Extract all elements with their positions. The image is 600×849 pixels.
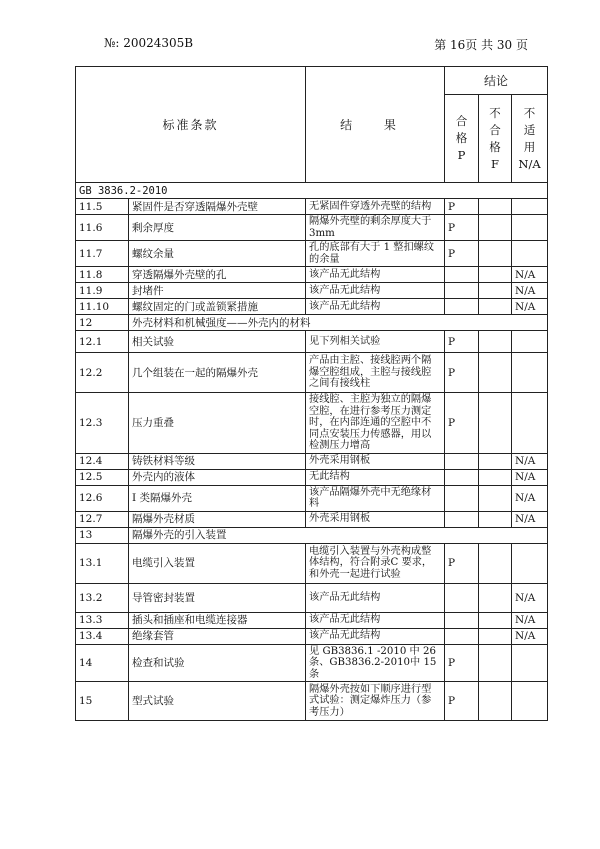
table-row — [76, 353, 548, 393]
clause-title: 绝缘套管 — [129, 628, 306, 644]
pass-mark — [445, 453, 479, 469]
result-text: 隔爆外壳按如下顺序进行型式试验：测定爆炸压力（参考压力） — [306, 682, 445, 721]
clause-number: 15 — [76, 682, 129, 721]
conclusion-header: 结论 — [445, 67, 548, 95]
na-mark — [512, 644, 548, 682]
result-text: 见下列相关试验 — [306, 331, 445, 353]
result-text: 接线腔、主腔为独立的隔爆空腔，在进行参考压力测定时，在内部连通的空腔中不同点安装压力传感器，用以检测压力增高 — [306, 393, 445, 454]
clause-number: 12.7 — [76, 511, 129, 527]
fail-mark — [479, 644, 512, 682]
na-mark: N/A — [512, 453, 548, 469]
clause-number: 12.5 — [76, 469, 129, 485]
clause-title: 几个组装在一起的隔爆外壳 — [129, 353, 306, 393]
pass-mark — [445, 299, 479, 315]
na-mark: N/A — [512, 469, 548, 485]
pass-mark: P — [445, 331, 479, 353]
clause-title: 外壳材料和机械强度——外壳内的材料 — [129, 315, 548, 331]
clause-title: 导管密封装置 — [129, 583, 306, 612]
pass-mark — [445, 628, 479, 644]
table-row — [76, 644, 548, 682]
fail-mark — [479, 583, 512, 612]
clause-title: 隔爆外壳材质 — [129, 511, 306, 527]
result-text: 该产品隔爆外壳中无绝缘材料 — [306, 485, 445, 511]
table-row — [76, 331, 548, 353]
clause-number: 11.5 — [76, 199, 129, 215]
fail-mark — [479, 199, 512, 215]
table-row — [76, 469, 548, 485]
fail-mark — [479, 453, 512, 469]
pass-mark — [445, 485, 479, 511]
result-text: 该产品无此结构 — [306, 283, 445, 299]
fail-column-header: 不 合 格 F — [479, 95, 512, 183]
pass-mark: P — [445, 353, 479, 393]
table-row — [76, 543, 548, 583]
clause-number: 11.8 — [76, 267, 129, 283]
table-row — [76, 628, 548, 644]
clause-number: 12 — [76, 315, 129, 331]
pass-mark — [445, 267, 479, 283]
clause-number: 14 — [76, 644, 129, 682]
clause-title: I 类隔爆外壳 — [129, 485, 306, 511]
report-number: №: 20024305B — [104, 36, 194, 50]
table-row — [76, 612, 548, 628]
table-row — [76, 283, 548, 299]
result-text: 该产品无此结构 — [306, 628, 445, 644]
clause-title: 螺纹固定的门或盖锁紧措施 — [129, 299, 306, 315]
fail-mark — [479, 511, 512, 527]
fail-mark — [479, 485, 512, 511]
pass-mark: P — [445, 215, 479, 241]
clause-title: 隔爆外壳的引入装置 — [129, 527, 548, 543]
table-row — [76, 183, 548, 199]
fail-mark — [479, 299, 512, 315]
fail-mark — [479, 241, 512, 267]
clause-title: 封堵件 — [129, 283, 306, 299]
na-mark — [512, 331, 548, 353]
na-mark — [512, 353, 548, 393]
result-column-header: 结 果 — [306, 67, 445, 183]
result-text: 该产品无此结构 — [306, 612, 445, 628]
table-row — [76, 215, 548, 241]
table-row — [76, 453, 548, 469]
result-text: 无此结构 — [306, 469, 445, 485]
pass-mark: P — [445, 241, 479, 267]
table-row — [76, 485, 548, 511]
fail-mark — [479, 215, 512, 241]
section-title: GB 3836.2-2010 — [76, 183, 548, 199]
result-text: 产品由主腔、接线腔两个隔爆空腔组成，主腔与接线腔之间有接线柱 — [306, 353, 445, 393]
table-row — [76, 299, 548, 315]
na-mark — [512, 543, 548, 583]
result-text: 隔爆外壳壁的剩余厚度大于3mm — [306, 215, 445, 241]
na-mark: N/A — [512, 299, 548, 315]
clause-title: 型式试验 — [129, 682, 306, 721]
clause-number: 12.4 — [76, 453, 129, 469]
result-text: 该产品无此结构 — [306, 299, 445, 315]
clause-title: 相关试验 — [129, 331, 306, 353]
clause-number: 11.6 — [76, 215, 129, 241]
clause-number: 13.3 — [76, 612, 129, 628]
pass-column-header: 合 格 P — [445, 95, 479, 183]
clause-number: 13.1 — [76, 543, 129, 583]
result-text: 该产品无此结构 — [306, 267, 445, 283]
table-body — [76, 183, 548, 721]
clause-title: 紧固件是否穿透隔爆外壳壁 — [129, 199, 306, 215]
fail-mark — [479, 331, 512, 353]
clause-title: 插头和插座和电缆连接器 — [129, 612, 306, 628]
clause-title: 电缆引入装置 — [129, 543, 306, 583]
page-info: 第 16页 共 30 页 — [434, 38, 528, 52]
pass-mark: P — [445, 543, 479, 583]
fail-mark — [479, 353, 512, 393]
na-mark: N/A — [512, 628, 548, 644]
table-row — [76, 527, 548, 543]
result-text: 外壳采用钢板 — [306, 511, 445, 527]
clause-number: 13.2 — [76, 583, 129, 612]
pass-mark: P — [445, 644, 479, 682]
table-row — [76, 267, 548, 283]
clause-number: 12.6 — [76, 485, 129, 511]
fail-mark — [479, 682, 512, 721]
clause-title: 剩余厚度 — [129, 215, 306, 241]
result-text: 见 GB3836.1 -2010 中 26 条、GB3836.2-2010中 15 条 — [306, 644, 445, 682]
table-row — [76, 393, 548, 454]
na-mark — [512, 241, 548, 267]
clause-title: 螺纹余量 — [129, 241, 306, 267]
na-mark — [512, 215, 548, 241]
na-column-header: 不 适 用 N/A — [512, 95, 548, 183]
clause-number: 12.2 — [76, 353, 129, 393]
table-row — [76, 511, 548, 527]
fail-mark — [479, 543, 512, 583]
na-mark: N/A — [512, 283, 548, 299]
pass-mark — [445, 511, 479, 527]
clause-number: 13.4 — [76, 628, 129, 644]
clause-title: 铸铁材料等级 — [129, 453, 306, 469]
clause-number: 11.7 — [76, 241, 129, 267]
na-mark: N/A — [512, 583, 548, 612]
clause-title: 穿透隔爆外壳壁的孔 — [129, 267, 306, 283]
clause-column-header: 标准条款 — [76, 67, 306, 183]
result-text: 该产品无此结构 — [306, 583, 445, 612]
result-text: 电缆引入装置与外壳构成整体结构，符合附录C 要求，和外壳一起进行试验 — [306, 543, 445, 583]
fail-mark — [479, 612, 512, 628]
fail-mark — [479, 469, 512, 485]
table-row — [76, 682, 548, 721]
clause-number: 13 — [76, 527, 129, 543]
pass-mark — [445, 583, 479, 612]
pass-mark: P — [445, 393, 479, 454]
na-mark: N/A — [512, 267, 548, 283]
table-row — [76, 583, 548, 612]
pass-mark — [445, 469, 479, 485]
pass-mark — [445, 612, 479, 628]
clause-table — [75, 66, 548, 721]
table-row — [76, 241, 548, 267]
clause-title: 压力重叠 — [129, 393, 306, 454]
clause-number: 12.1 — [76, 331, 129, 353]
na-mark — [512, 682, 548, 721]
clause-number: 11.10 — [76, 299, 129, 315]
na-mark — [512, 199, 548, 215]
clause-number: 11.9 — [76, 283, 129, 299]
na-mark — [512, 393, 548, 454]
result-text: 孔的底部有大于 1 整扣螺纹的余量 — [306, 241, 445, 267]
result-text: 无紧固件穿透外壳壁的结构 — [306, 199, 445, 215]
na-mark: N/A — [512, 612, 548, 628]
fail-mark — [479, 267, 512, 283]
na-mark: N/A — [512, 485, 548, 511]
pass-mark — [445, 283, 479, 299]
table-row — [76, 315, 548, 331]
pass-mark: P — [445, 682, 479, 721]
table-row — [76, 199, 548, 215]
fail-mark — [479, 628, 512, 644]
clause-number: 12.3 — [76, 393, 129, 454]
result-text: 外壳采用钢板 — [306, 453, 445, 469]
pass-mark: P — [445, 199, 479, 215]
clause-title: 检查和试验 — [129, 644, 306, 682]
fail-mark — [479, 393, 512, 454]
fail-mark — [479, 283, 512, 299]
na-mark: N/A — [512, 511, 548, 527]
clause-title: 外壳内的液体 — [129, 469, 306, 485]
